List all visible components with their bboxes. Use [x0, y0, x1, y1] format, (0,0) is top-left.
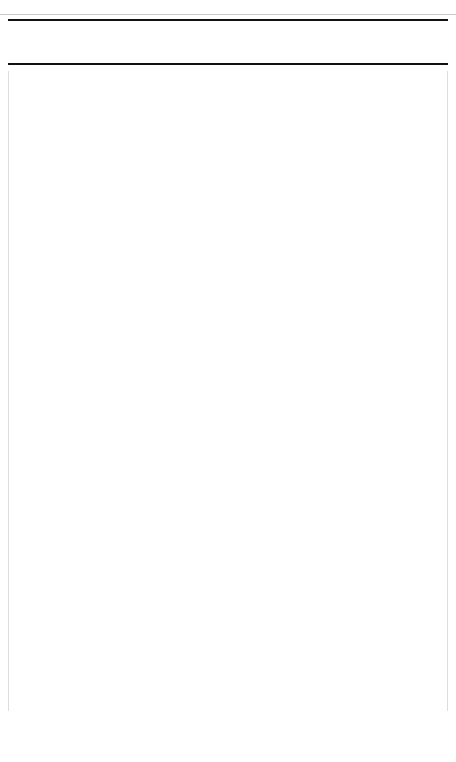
article-headline — [8, 25, 448, 57]
headline-block — [8, 19, 448, 65]
cut-off-top-line — [0, 0, 456, 15]
article-body — [8, 71, 448, 711]
